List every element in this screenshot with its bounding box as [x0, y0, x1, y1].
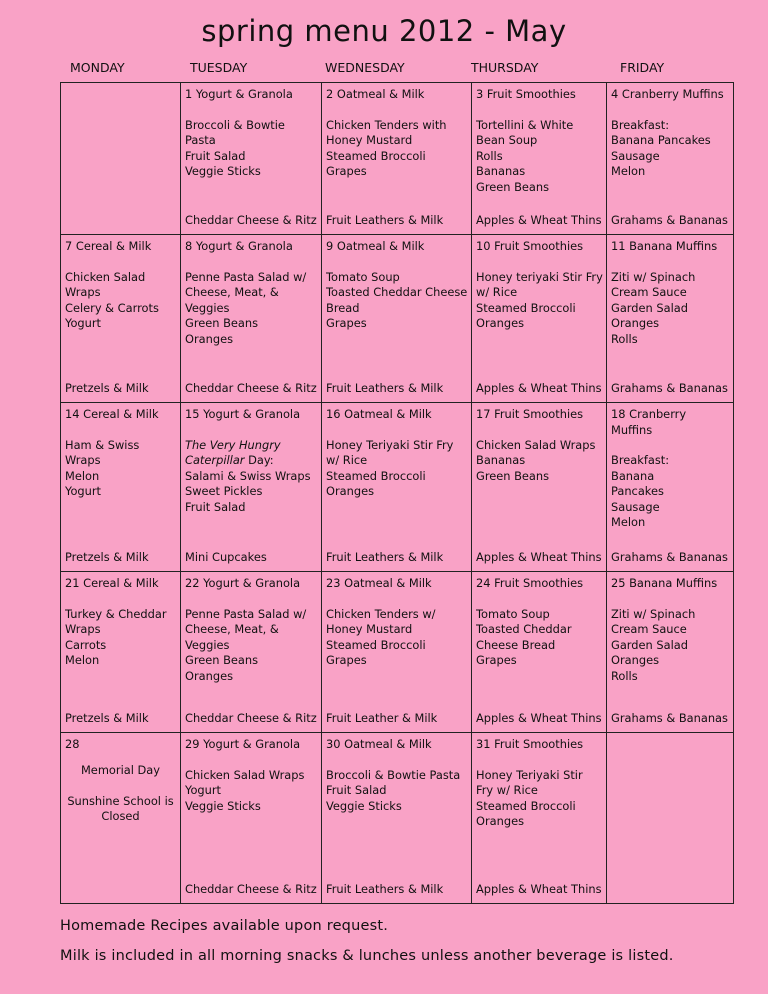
day-header: 2 Oatmeal & Milk [326, 87, 425, 101]
day-cell [181, 403, 322, 572]
day-cell [181, 572, 322, 733]
menu-item: Chicken Salad Wraps [185, 767, 305, 782]
day-cell [61, 83, 181, 235]
menu-item: Chicken Tenders w/ [326, 606, 436, 621]
menu-item: Melon [65, 468, 100, 483]
menu-item: Cheese, Meat, & [185, 285, 279, 299]
menu-item: Melon [611, 164, 646, 178]
menu-item: Chicken Salad [65, 269, 146, 284]
day-header: Muffins [611, 422, 653, 437]
menu-item: Honey Teriyaki Stir Fry [326, 437, 454, 452]
menu-item: w/ Rice [326, 453, 368, 467]
menu-item: Penne Pasta Salad w/ [185, 606, 307, 621]
closure-note: Closed [101, 809, 140, 823]
menu-item: Fruit Salad [185, 148, 246, 163]
menu-item: Celery & Carrots [65, 300, 159, 315]
menu-item: Green Beans [476, 468, 550, 483]
day-cell [607, 403, 734, 572]
menu-item: Oranges [185, 331, 234, 346]
day-header: 3 Fruit Smoothies [476, 87, 576, 101]
afternoon-snack: Fruit Leathers & Milk [326, 549, 444, 564]
day-cell [607, 733, 734, 904]
afternoon-snack: Cheddar Cheese & Ritz [185, 212, 317, 227]
theme-day-line [185, 453, 321, 469]
menu-item: Bread [326, 300, 360, 315]
menu-calendar-table [60, 82, 734, 904]
day-cell [322, 733, 472, 904]
afternoon-snack: Grahams & Bananas [611, 549, 728, 564]
day-header: 23 Oatmeal & Milk [326, 576, 432, 590]
week-row [61, 572, 734, 733]
day-cell [61, 235, 181, 403]
menu-item: Rolls [611, 668, 638, 683]
afternoon-snack: Grahams & Bananas [611, 380, 728, 395]
day-cell [322, 403, 472, 572]
menu-item: Banana [611, 468, 655, 483]
day-cell [472, 733, 607, 904]
menu-item: Fruit Salad [185, 499, 246, 514]
menu-item: Green Beans [185, 653, 259, 667]
menu-item: Sausage [611, 499, 660, 514]
menu-item: Veggie Sticks [185, 164, 261, 178]
menu-item: Garden Salad [611, 300, 688, 315]
menu-item: Wraps [65, 285, 101, 299]
menu-item: w/ Rice [476, 285, 518, 299]
menu-item: Yogurt [65, 484, 102, 498]
menu-item: Carrots [65, 637, 107, 652]
day-cell [472, 403, 607, 572]
menu-item: Breakfast: [611, 453, 670, 467]
page-title: spring menu 2012 - May [201, 14, 567, 48]
menu-item: Cream Sauce [611, 622, 687, 636]
afternoon-snack: Mini Cupcakes [185, 549, 267, 564]
menu-item: Veggie Sticks [185, 798, 261, 813]
menu-item: Cheese Bread [476, 637, 556, 652]
menu-item: Grapes [326, 316, 367, 330]
day-cell [607, 235, 734, 403]
menu-item: Oranges [611, 653, 660, 667]
menu-item: Oranges [326, 484, 375, 498]
afternoon-snack: Cheddar Cheese & Ritz [185, 881, 317, 896]
day-header: 17 Fruit Smoothies [476, 407, 584, 421]
day-cell [472, 235, 607, 403]
afternoon-snack: Apples & Wheat Thins [476, 549, 602, 564]
afternoon-snack: Apples & Wheat Thins [476, 212, 602, 227]
day-cell [472, 83, 607, 235]
menu-item: Rolls [476, 148, 503, 163]
week-row [61, 733, 734, 904]
day-header: 22 Yogurt & Granola [185, 576, 301, 590]
menu-item: Steamed Broccoli [326, 637, 426, 652]
day-cell [61, 733, 181, 904]
day-header: 7 Cereal & Milk [65, 239, 152, 253]
menu-item: Grapes [476, 653, 517, 667]
menu-item: Ziti w/ Spinach [611, 269, 696, 284]
theme-day-suffix: Day: [244, 453, 274, 467]
menu-item: Chicken Salad Wraps [476, 437, 596, 452]
menu-item: Breakfast: [611, 117, 670, 132]
menu-item: Pasta [185, 133, 216, 147]
day-cell [472, 572, 607, 733]
menu-item: Honey Mustard [326, 622, 413, 636]
menu-item: Toasted Cheddar Cheese [326, 285, 468, 299]
menu-item: Penne Pasta Salad w/ [185, 269, 307, 284]
day-cell [322, 235, 472, 403]
afternoon-snack: Fruit Leathers & Milk [326, 380, 444, 395]
afternoon-snack: Fruit Leathers & Milk [326, 881, 444, 896]
menu-item: Oranges [476, 316, 525, 330]
afternoon-snack: Grahams & Bananas [611, 212, 728, 227]
menu-item: Green Beans [185, 316, 259, 330]
menu-item: Steamed Broccoli [476, 300, 576, 315]
menu-item: Bean Soup [476, 133, 538, 147]
week-row [61, 403, 734, 572]
menu-item: Bananas [476, 453, 526, 467]
menu-item: Honey teriyaki Stir Fry [476, 269, 603, 284]
menu-item: Oranges [611, 316, 660, 330]
afternoon-snack: Cheddar Cheese & Ritz [185, 380, 317, 395]
day-header: 11 Banana Muffins [611, 239, 718, 253]
menu-item: Salami & Swiss Wraps [185, 468, 311, 483]
menu-item: Rolls [611, 331, 638, 346]
day-wednesday: WEDNESDAY [325, 60, 405, 75]
menu-item: Cream Sauce [611, 285, 687, 299]
afternoon-snack: Apples & Wheat Thins [476, 881, 602, 896]
menu-item: Pancakes [611, 484, 664, 498]
day-cell [181, 83, 322, 235]
menu-item: Cheese, Meat, & [185, 622, 279, 636]
menu-item: Turkey & Cheddar [65, 606, 167, 621]
menu-item: Honey Teriyaki Stir [476, 767, 583, 782]
day-thursday: THURSDAY [471, 60, 539, 75]
week-row [61, 83, 734, 235]
menu-item: Chicken Tenders with [326, 117, 447, 132]
menu-item: Fruit Salad [326, 783, 387, 797]
menu-item: Green Beans [476, 179, 550, 194]
day-cell [61, 403, 181, 572]
theme-book-title: The Very Hungry [185, 437, 281, 452]
day-header: 24 Fruit Smoothies [476, 576, 584, 590]
day-cell [181, 733, 322, 904]
day-header: 25 Banana Muffins [611, 576, 718, 590]
menu-item: Tortellini & White [476, 117, 574, 132]
day-cell [322, 572, 472, 733]
day-tuesday: TUESDAY [190, 60, 248, 75]
day-header: 18 Cranberry [611, 407, 687, 421]
menu-item: Yogurt [185, 783, 222, 797]
day-header: 4 Cranberry Muffins [611, 87, 724, 101]
day-cell [61, 572, 181, 733]
menu-item: Sweet Pickles [185, 484, 263, 498]
menu-item: Steamed Broccoli [476, 798, 576, 813]
menu-item: Grapes [326, 653, 367, 667]
menu-item: Honey Mustard [326, 133, 413, 147]
afternoon-snack: Fruit Leather & Milk [326, 710, 438, 725]
note-recipes: Homemade Recipes available upon request. [60, 918, 389, 934]
menu-item: Toasted Cheddar [476, 622, 572, 636]
menu-item: Garden Salad [611, 637, 688, 652]
day-cell [607, 83, 734, 235]
menu-item: Steamed Broccoli [326, 148, 426, 163]
menu-item: Wraps [65, 453, 101, 467]
menu-item: Tomato Soup [326, 269, 400, 284]
menu-item: Broccoli & Bowtie [185, 117, 285, 132]
day-header: 10 Fruit Smoothies [476, 239, 584, 253]
menu-item: Veggie Sticks [326, 798, 402, 813]
closure-note: Memorial Day [80, 762, 160, 777]
day-monday: MONDAY [70, 60, 125, 75]
menu-item: Sausage [611, 148, 660, 163]
menu-item: Tomato Soup [476, 606, 550, 621]
menu-item: Ham & Swiss [65, 437, 140, 452]
afternoon-snack: Fruit Leathers & Milk [326, 212, 444, 227]
day-header: 30 Oatmeal & Milk [326, 737, 432, 751]
menu-item: Yogurt [65, 316, 102, 330]
menu-item: Melon [65, 653, 100, 667]
day-header: 29 Yogurt & Granola [185, 737, 301, 751]
menu-item: Veggies [185, 300, 230, 315]
menu-item: Bananas [476, 164, 526, 178]
day-header: 1 Yogurt & Granola [185, 87, 293, 101]
day-header: 8 Yogurt & Granola [185, 239, 293, 253]
day-header: 15 Yogurt & Granola [185, 407, 301, 421]
afternoon-snack: Pretzels & Milk [65, 380, 149, 395]
menu-item: Steamed Broccoli [326, 468, 426, 483]
closure-note: Sunshine School is [67, 793, 174, 808]
afternoon-snack: Pretzels & Milk [65, 710, 149, 725]
menu-item: Melon [611, 515, 646, 529]
day-header: 21 Cereal & Milk [65, 576, 159, 590]
day-cell [181, 235, 322, 403]
theme-book-title: Caterpillar [185, 453, 245, 467]
week-row [61, 235, 734, 403]
closure-note [65, 778, 180, 794]
menu-item: Wraps [65, 622, 101, 636]
menu-item: Banana Pancakes [611, 133, 711, 147]
day-header: 16 Oatmeal & Milk [326, 407, 432, 421]
menu-item: Grapes [326, 164, 367, 178]
weekday-header [60, 60, 732, 80]
day-header: 28 [65, 737, 80, 751]
day-header: 31 Fruit Smoothies [476, 737, 584, 751]
theme-day-line [185, 438, 321, 454]
day-cell [607, 572, 734, 733]
menu-item: Veggies [185, 637, 230, 652]
afternoon-snack: Grahams & Bananas [611, 710, 728, 725]
afternoon-snack: Pretzels & Milk [65, 549, 149, 564]
menu-item: Oranges [476, 814, 525, 828]
afternoon-snack: Apples & Wheat Thins [476, 380, 602, 395]
menu-item: Oranges [185, 668, 234, 683]
day-header: 9 Oatmeal & Milk [326, 239, 425, 253]
menu-item: Fry w/ Rice [476, 783, 538, 797]
afternoon-snack: Cheddar Cheese & Ritz [185, 710, 317, 725]
day-header: 14 Cereal & Milk [65, 407, 159, 421]
menu-item: Ziti w/ Spinach [611, 606, 696, 621]
menu-item: Broccoli & Bowtie Pasta [326, 767, 461, 782]
day-friday: FRIDAY [620, 60, 665, 75]
afternoon-snack: Apples & Wheat Thins [476, 710, 602, 725]
note-milk: Milk is included in all morning snacks & lunches unless another beverage is listed. [60, 948, 674, 964]
day-cell [322, 83, 472, 235]
